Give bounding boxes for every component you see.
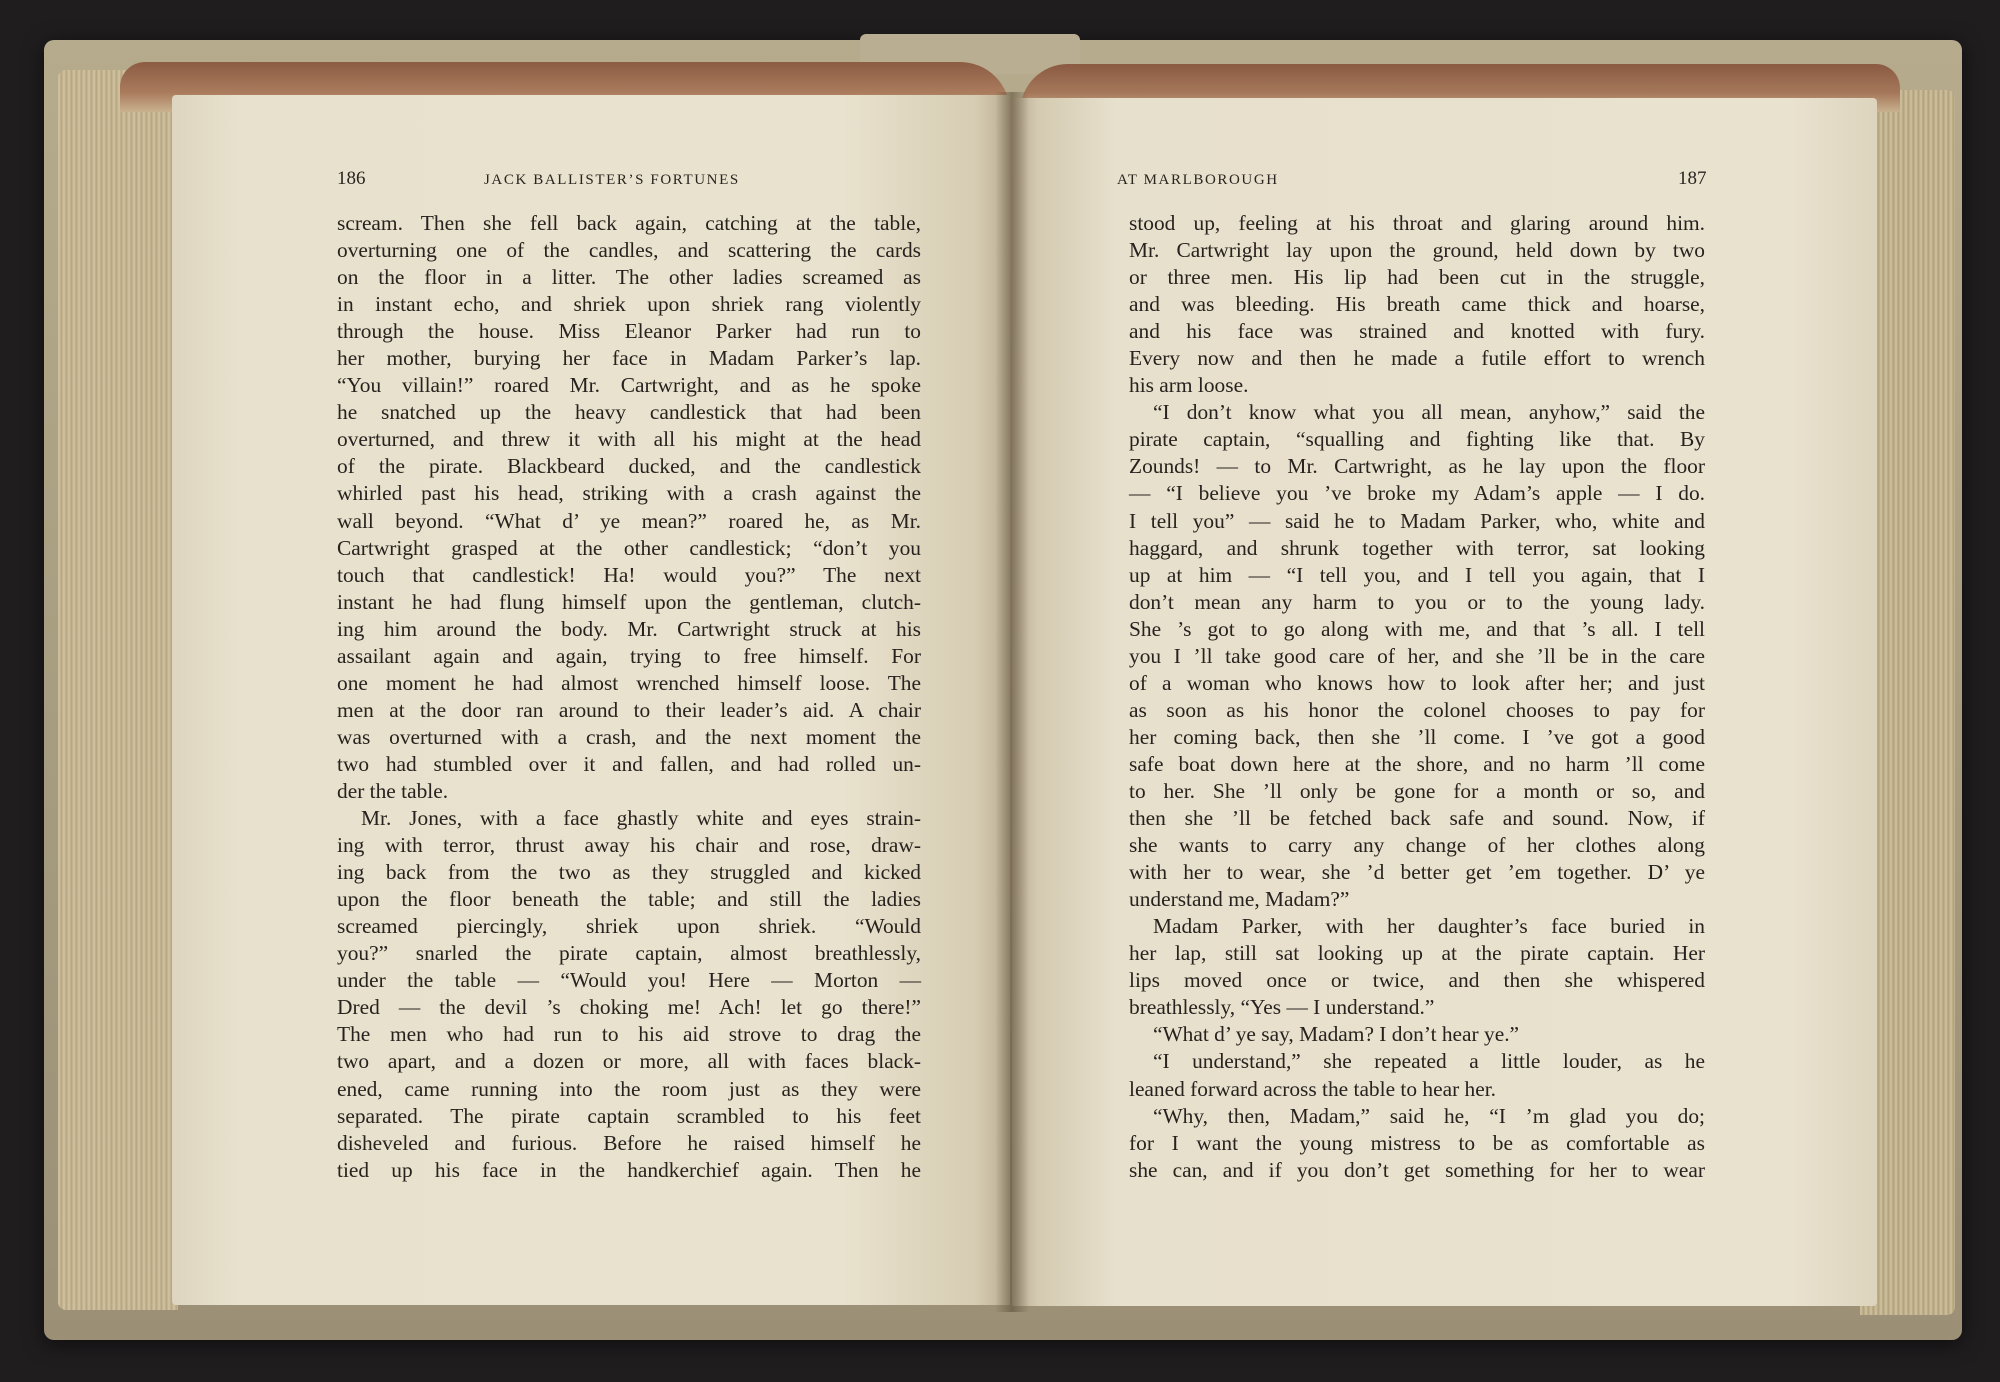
- text-line: on the floor in a litter. The other ladies screamed as: [337, 265, 921, 290]
- text-line: she wants to carry any change of her clothes along: [1129, 833, 1705, 858]
- text-line: up at him — “I tell you, and I tell you again, that I: [1129, 562, 1705, 587]
- text-line: for I want the young mistress to be as comfortable as: [1129, 1130, 1705, 1155]
- text-line: of the pirate. Blackbeard ducked, and the candlestick: [337, 454, 921, 479]
- text-line: you I ’ll take good care of her, and she ’ll be in the care: [1129, 643, 1705, 668]
- text-line: her mother, burying her face in Madam Parker’s lap.: [337, 346, 921, 371]
- text-line: breathlessly, “Yes — I understand.”: [1129, 995, 1435, 1020]
- text-line: don’t mean any harm to you or to the young lady.: [1129, 589, 1705, 614]
- text-line: her lap, still sat looking up at the pirate captain. Her: [1129, 941, 1705, 966]
- text-line: overturned, and threw it with all his might at the head: [337, 427, 921, 452]
- text-line: Mr. Cartwright lay upon the ground, held down by two: [1129, 238, 1705, 263]
- left-page-body: [337, 210, 921, 1184]
- text-line: She ’s got to go along with me, and that ’s all. I tell: [1129, 616, 1705, 641]
- text-line: ing him around the body. Mr. Cartwright struck at his: [337, 616, 921, 641]
- text-line: in instant echo, and shriek upon shriek rang violently: [337, 292, 921, 317]
- text-line: as soon as his honor the colonel chooses to pay for: [1129, 697, 1705, 722]
- text-line: assailant again and again, trying to free himself. For: [337, 643, 921, 668]
- text-line: you?” snarled the pirate captain, almost breathlessly,: [337, 941, 921, 966]
- text-line: whirled past his head, striking with a crash against the: [337, 481, 921, 506]
- text-line: “You villain!” roared Mr. Cartwright, and as he spoke: [337, 373, 921, 398]
- text-line: he snatched up the heavy candlestick that had been: [337, 400, 921, 425]
- text-line: and was bleeding. His breath came thick and hoarse,: [1129, 292, 1705, 317]
- text-line: one moment he had almost wrenched himself loose. The: [337, 670, 921, 695]
- text-line: wall beyond. “What d’ ye mean?” roared he, as Mr.: [337, 508, 921, 533]
- text-line: I tell you” — said he to Madam Parker, who, white and: [1129, 508, 1705, 533]
- text-line: separated. The pirate captain scrambled to his feet: [337, 1103, 921, 1128]
- text-line: under the table — “Would you! Here — Morton —: [337, 968, 921, 993]
- text-line: ing with terror, thrust away his chair and rose, draw-: [337, 833, 921, 858]
- text-line: his arm loose.: [1129, 373, 1249, 398]
- text-line: of a woman who knows how to look after her; and just: [1129, 670, 1705, 695]
- text-line: lips moved once or twice, and then she whispered: [1129, 968, 1705, 993]
- text-line: Every now and then he made a futile effort to wrench: [1129, 346, 1705, 371]
- left-page-number: 186: [337, 168, 366, 189]
- text-line: instant he had flung himself upon the gentleman, clutch-: [337, 589, 921, 614]
- text-line: to her. She ’ll only be gone for a month or so, and: [1129, 778, 1705, 803]
- text-line: her coming back, then she ’ll come. I ’ve got a good: [1129, 724, 1705, 749]
- text-line: pirate captain, “squalling and fighting like that. By: [1129, 427, 1705, 452]
- text-line: men at the door ran around to their leader’s aid. A chair: [337, 697, 921, 722]
- text-line: upon the floor beneath the table; and still the ladies: [337, 887, 921, 912]
- text-line: “I don’t know what you all mean, anyhow,” said the: [1153, 400, 1705, 425]
- text-line: through the house. Miss Eleanor Parker had run to: [337, 319, 921, 344]
- text-line: with her to wear, she ’d better get ’em together. D’ ye: [1129, 860, 1705, 885]
- text-line: Zounds! — to Mr. Cartwright, as he lay upon the floor: [1129, 454, 1705, 479]
- text-line: — “I believe you ’ve broke my Adam’s apple — I do.: [1129, 481, 1705, 506]
- text-line: leaned forward across the table to hear her.: [1129, 1076, 1497, 1101]
- text-line: tied up his face in the handkerchief again. Then he: [337, 1157, 921, 1182]
- text-line: haggard, and shrunk together with terror, sat looking: [1129, 535, 1705, 560]
- text-line: The men who had run to his aid strove to drag the: [337, 1022, 921, 1047]
- text-line: understand me, Madam?”: [1129, 887, 1350, 912]
- text-line: screamed piercingly, shriek upon shriek. “Would: [337, 914, 921, 939]
- text-line: she can, and if you don’t get something for her to wear: [1129, 1157, 1705, 1182]
- text-line: Madam Parker, with her daughter’s face buried in: [1153, 914, 1705, 939]
- text-line: disheveled and furious. Before he raised himself he: [337, 1130, 921, 1155]
- left-running-head: JACK BALLISTER’S FORTUNES: [484, 172, 740, 188]
- text-line: “What d’ ye say, Madam? I don’t hear ye.”: [1153, 1022, 1520, 1047]
- text-line: was overturned with a crash, and the next moment the: [337, 724, 921, 749]
- text-line: Cartwright grasped at the other candlestick; “don’t you: [337, 535, 921, 560]
- text-line: then she ’ll be fetched back safe and sound. Now, if: [1129, 806, 1705, 831]
- text-line: ing back from the two as they struggled and kicked: [337, 860, 921, 885]
- text-line: touch that candlestick! Ha! would you?” The next: [337, 562, 921, 587]
- text-line: or three men. His lip had been cut in the struggle,: [1129, 265, 1705, 290]
- text-line: der the table.: [337, 778, 449, 803]
- text-line: Dred — the devil ’s choking me! Ach! let go there!”: [337, 995, 921, 1020]
- text-line: “Why, then, Madam,” said he, “I ’m glad you do;: [1153, 1103, 1705, 1128]
- page-stack-left: [58, 70, 178, 1310]
- text-line: scream. Then she fell back again, catching at the table,: [337, 211, 921, 235]
- text-line: and his face was strained and knotted with fury.: [1129, 319, 1705, 344]
- text-line: two had stumbled over it and fallen, and had rolled un-: [337, 751, 921, 776]
- text-line: ened, came running into the room just as they were: [337, 1076, 921, 1101]
- right-page-number: 187: [1678, 168, 1707, 189]
- text-line: “I understand,” she repeated a little louder, as he: [1153, 1049, 1705, 1074]
- book-gutter: [995, 92, 1029, 1312]
- right-page-body: [1129, 210, 1705, 1184]
- text-line: two apart, and a dozen or more, all with faces black-: [337, 1049, 921, 1074]
- right-running-head: AT MARLBOROUGH: [1117, 172, 1279, 188]
- text-line: safe boat down here at the shore, and no harm ’ll come: [1129, 751, 1705, 776]
- text-line: overturning one of the candles, and scattering the cards: [337, 238, 921, 263]
- text-line: stood up, feeling at his throat and glaring around him.: [1129, 211, 1705, 235]
- text-line: Mr. Jones, with a face ghastly white and eyes strain-: [361, 806, 921, 831]
